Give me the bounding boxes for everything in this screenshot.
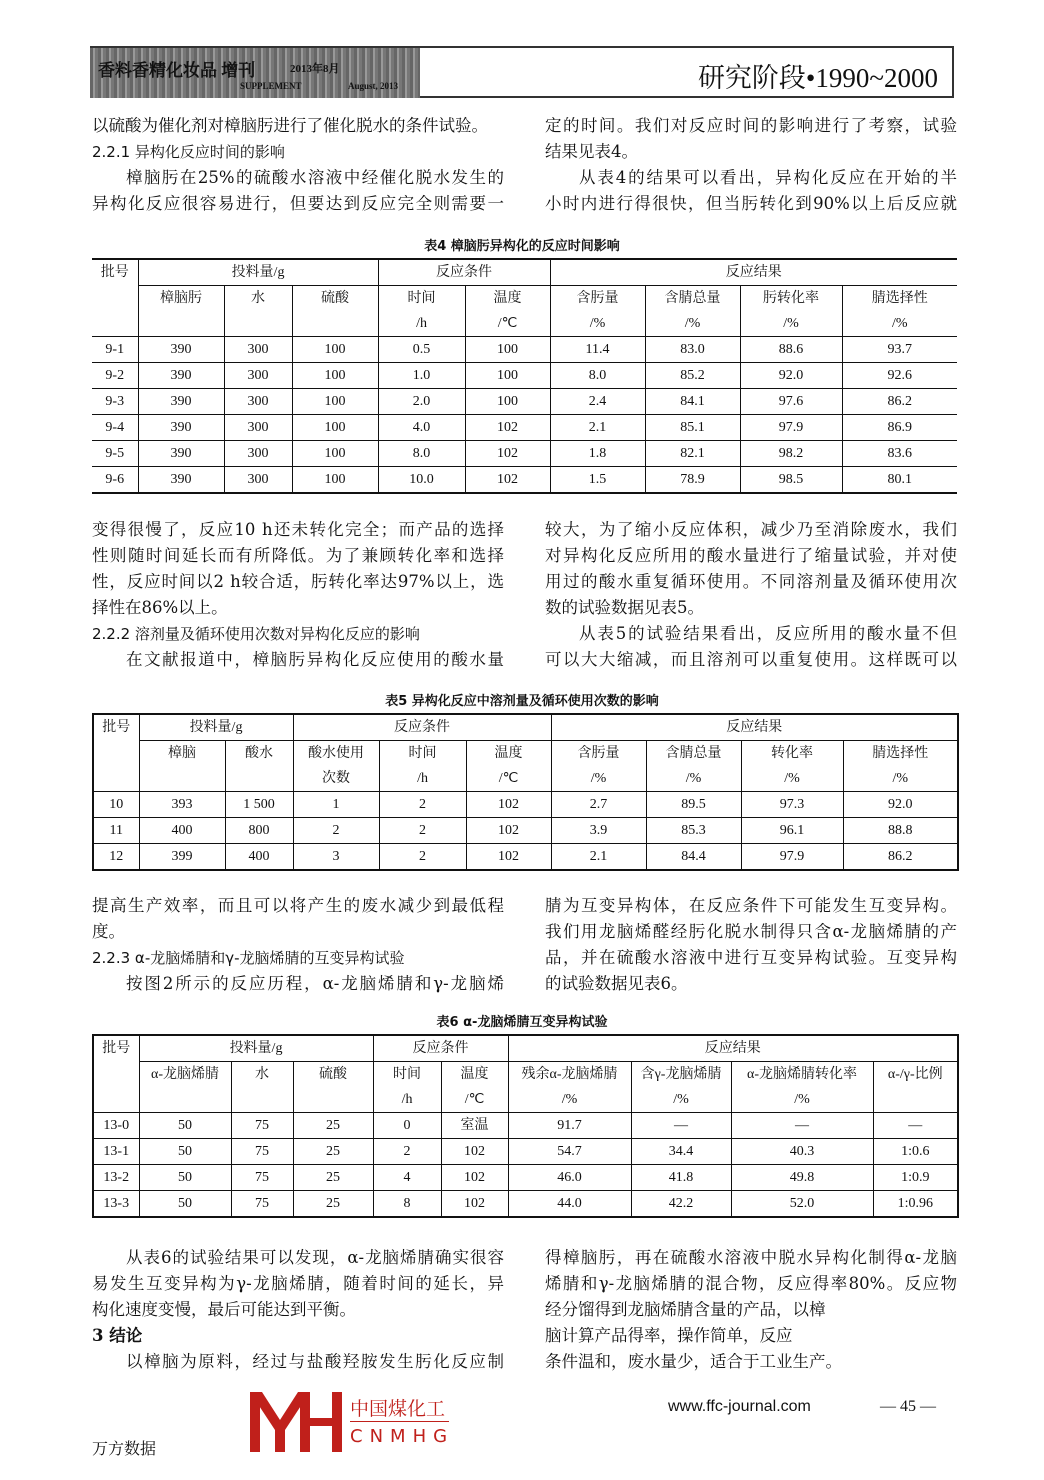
batch-number: 13-3 xyxy=(103,1196,130,1211)
table-row xyxy=(93,1165,958,1191)
text-column-right xyxy=(545,113,957,217)
header-cell: 硫酸 xyxy=(292,286,378,337)
table-cell: 8.0 xyxy=(378,441,465,467)
table-cell: 300 xyxy=(224,441,292,467)
table-cell: 86.2 xyxy=(843,844,958,871)
table-cell: 400 xyxy=(139,818,225,844)
header-cell: /% xyxy=(731,1087,873,1113)
table-row xyxy=(92,389,957,415)
table-cell: 102 xyxy=(465,467,550,494)
table-cell: 83.0 xyxy=(645,337,740,363)
text-line: 得樟脑肟，再在硫酸水溶液中脱水异构化制得α-龙脑 xyxy=(545,1248,957,1267)
header-cell: 时间 xyxy=(373,1062,441,1088)
table-cell: 800 xyxy=(225,818,293,844)
table-cell: 50 xyxy=(139,1139,231,1165)
header-cell: 肟转化率 xyxy=(740,286,842,312)
header-cell: 温度 xyxy=(465,286,550,312)
text-line: 性，反应时间以2 h较合适，肟转化率达97%以上，选 xyxy=(92,572,504,591)
batch-number: 13-2 xyxy=(93,1165,139,1191)
table-cell: 92.0 xyxy=(740,363,842,389)
table-cell: 102 xyxy=(465,415,550,441)
table-row xyxy=(92,363,957,389)
table-cell: 85.1 xyxy=(645,415,740,441)
text-line: 性则随时间延长而有所降低。为了兼顾转化率和选择 xyxy=(92,546,504,565)
batch-number: 9-2 xyxy=(92,363,138,389)
table-cell: 44.0 xyxy=(508,1191,631,1218)
text-column-left xyxy=(92,1245,504,1375)
table-cell: 102 xyxy=(441,1191,508,1218)
header-cell: /% xyxy=(842,311,957,337)
table-cell: 100 xyxy=(465,389,550,415)
table-cell: 42.2 xyxy=(631,1191,731,1218)
header-row xyxy=(93,1062,958,1088)
text-line: 以硫酸为催化剂对樟脑肟进行了催化脱水的条件试验。 xyxy=(92,116,488,135)
table-cell: 78.9 xyxy=(645,467,740,494)
table-cell: 75 xyxy=(231,1165,293,1191)
header-cell: 批号 xyxy=(92,259,138,337)
table-cell: — xyxy=(873,1113,958,1139)
header-cell: 时间 xyxy=(378,286,465,312)
table-cell: 2 xyxy=(379,792,466,818)
table-cell: 97.9 xyxy=(741,844,843,871)
table-cell: 100 xyxy=(465,363,550,389)
table-cell: 49.8 xyxy=(731,1165,873,1191)
table-cell: 102 xyxy=(441,1139,508,1165)
table-cell: 0.5 xyxy=(378,337,465,363)
section-title: 研究阶段•1990~2000 xyxy=(697,63,938,93)
table-cell: 97.9 xyxy=(740,415,842,441)
text-line: 择性在86%以上。 xyxy=(92,598,228,617)
table-cell: 102 xyxy=(465,441,550,467)
table4 xyxy=(92,258,957,494)
table-row xyxy=(93,1139,958,1165)
table-cell: 52.0 xyxy=(731,1191,873,1218)
header-cell: 酸水 xyxy=(225,741,293,792)
table-cell: 室温 xyxy=(441,1113,508,1139)
header-cell: /% xyxy=(508,1087,631,1113)
text-column-right xyxy=(545,893,957,997)
text-column-right xyxy=(545,1245,957,1375)
table-cell: 300 xyxy=(224,363,292,389)
table-cell: 2.1 xyxy=(550,415,645,441)
header-cell: 投料量/g xyxy=(139,714,293,741)
table-cell: 25 xyxy=(293,1139,373,1165)
table-cell: 88.6 xyxy=(740,337,842,363)
text-line: 腈为互变异构体，在反应条件下可能发生互变异构。 xyxy=(545,896,957,915)
table-cell: 300 xyxy=(224,415,292,441)
table5 xyxy=(92,713,959,871)
section-heading: 2.2.1 异构化反应时间的影响 xyxy=(92,143,285,161)
header-row xyxy=(93,1035,958,1062)
header-cell: 批号 xyxy=(93,714,139,792)
batch-number: 9-5 xyxy=(92,441,138,467)
table-cell: 92.0 xyxy=(843,792,958,818)
text-line: 易发生互变异构为γ-龙脑烯腈，随着时间的延长，异 xyxy=(92,1274,504,1293)
header-cell: α-龙脑烯腈 xyxy=(139,1062,231,1113)
table-cell: 75 xyxy=(231,1191,293,1218)
text-line: 在文献报道中，樟脑肟异构化反应使用的酸水量 xyxy=(126,650,504,669)
table-cell: 100 xyxy=(465,337,550,363)
table-cell: 1.8 xyxy=(550,441,645,467)
table4-caption: 表4 樟脑肟异构化的反应时间影响 xyxy=(424,239,620,254)
table-cell: 100 xyxy=(292,363,378,389)
header-cell: /% xyxy=(551,766,646,792)
table-cell: 10.0 xyxy=(378,467,465,494)
table-cell: 390 xyxy=(138,389,224,415)
table-cell: 2.7 xyxy=(551,792,646,818)
text-line: 用过的酸水重复循环使用。不同溶剂量及循环使用次 xyxy=(545,572,957,591)
header-cell: 硫酸 xyxy=(293,1062,373,1113)
header-cell: 反应结果 xyxy=(508,1035,958,1062)
table5-caption: 表5 异构化反应中溶剂量及循环使用次数的影响 xyxy=(385,694,659,709)
cnmhg-logo-icon xyxy=(250,1392,342,1452)
table-cell: 75 xyxy=(231,1139,293,1165)
header-cell: /℃ xyxy=(466,766,551,792)
header-cell: 反应结果 xyxy=(550,259,957,286)
table-row xyxy=(93,1191,958,1218)
issue-date-cn: 2013年8月 xyxy=(290,63,340,75)
table-row xyxy=(93,792,958,818)
header-cell: 转化率 xyxy=(741,741,843,767)
table-cell: 83.6 xyxy=(842,441,957,467)
table-cell: 1:0.96 xyxy=(873,1191,958,1218)
text-line: 经分馏得到龙脑烯腈含量的产品，以樟 xyxy=(545,1300,826,1319)
table-cell: 8.0 xyxy=(550,363,645,389)
header-cell: /% xyxy=(740,311,842,337)
table-cell: 2 xyxy=(373,1139,441,1165)
section-heading: 2.2.3 α-龙脑烯腈和γ-龙脑烯腈的互变异构试验 xyxy=(92,949,405,967)
table-cell: 2.1 xyxy=(551,844,646,871)
table-cell: 25 xyxy=(293,1113,373,1139)
text-line: 较大，为了缩小反应体积，减少乃至消除废水，我们 xyxy=(545,520,957,539)
page-number: — 45 — xyxy=(880,1398,936,1415)
table-cell: 399 xyxy=(139,844,225,871)
header-cell: 反应结果 xyxy=(551,714,958,741)
table-row xyxy=(93,1113,958,1139)
table-row xyxy=(92,337,957,363)
batch-number: 9-6 xyxy=(105,472,125,487)
header-cell: /% xyxy=(646,766,741,792)
header-row xyxy=(92,286,957,312)
text-line: 樟脑肟在25%的硫酸水溶液中经催化脱水发生的 xyxy=(126,168,504,187)
section-heading: 2.2.2 溶剂量及循环使用次数对异构化反应的影响 xyxy=(92,625,420,643)
header-cell: 反应条件 xyxy=(293,714,551,741)
batch-number: 9-3 xyxy=(92,389,138,415)
table-row xyxy=(92,415,957,441)
table-cell: 4.0 xyxy=(378,415,465,441)
table-cell: 3 xyxy=(293,844,379,871)
header-cell: /℃ xyxy=(465,311,550,337)
header-cell: /h xyxy=(373,1087,441,1113)
section-heading: 3 结论 xyxy=(92,1326,143,1345)
header-cell: 含腈总量 xyxy=(645,286,740,312)
table-cell: 97.3 xyxy=(741,792,843,818)
table-cell: 25 xyxy=(293,1191,373,1218)
table-cell: 102 xyxy=(441,1165,508,1191)
header-cell: 次数 xyxy=(293,766,379,792)
header-cell: 腈选择性 xyxy=(843,741,958,767)
table-cell: 1.5 xyxy=(550,467,645,494)
text-line: 小时内进行得很快，但当肟转化到90%以上后反应就 xyxy=(545,194,957,213)
table-cell: 102 xyxy=(466,844,551,871)
table-cell: 390 xyxy=(138,415,224,441)
header-cell: 反应条件 xyxy=(373,1035,508,1062)
journal-url[interactable]: www.ffc-journal.com xyxy=(668,1398,811,1415)
text-line: 构化速度变慢，最后可能达到平衡。 xyxy=(92,1300,356,1319)
text-line: 品，并在硫酸水溶液中进行互变异构试验。互变异构 xyxy=(545,948,957,967)
journal-header xyxy=(90,46,954,98)
table-cell: 100 xyxy=(292,389,378,415)
table-cell: 86.2 xyxy=(842,389,957,415)
text-line: 数的试验数据见表5。 xyxy=(545,598,704,617)
table-cell: 2.0 xyxy=(378,389,465,415)
table-cell: 85.2 xyxy=(645,363,740,389)
table-cell: 100 xyxy=(292,441,378,467)
header-cell: /% xyxy=(631,1087,731,1113)
header-cell: 酸水使用 xyxy=(293,741,379,767)
table-cell: 2.4 xyxy=(550,389,645,415)
table-cell: 102 xyxy=(466,792,551,818)
table-cell: 2 xyxy=(379,844,466,871)
header-cell: 水 xyxy=(224,286,292,337)
text-line: 按图2所示的反应历程，α-龙脑烯腈和γ-龙脑烯 xyxy=(126,974,504,993)
table-cell: 4 xyxy=(373,1165,441,1191)
watermark-cn: 中国煤化工 xyxy=(350,1394,449,1422)
table-cell: 1.0 xyxy=(378,363,465,389)
table-cell: 2 xyxy=(293,818,379,844)
text-line: 提高生产效率，而且可以将产生的废水减少到最低程 xyxy=(92,896,504,915)
table-cell: 390 xyxy=(138,441,224,467)
text-line: 以樟脑为原料，经过与盐酸羟胺发生肟化反应制 xyxy=(126,1352,504,1371)
table-cell: 34.4 xyxy=(631,1139,731,1165)
table-cell: 300 xyxy=(224,467,292,494)
text-line: 我们用龙脑烯醛经肟化脱水制得只含α-龙脑烯腈的产 xyxy=(545,922,957,941)
text-column-left xyxy=(92,517,504,673)
table-cell: 2 xyxy=(379,818,466,844)
header-cell: 水 xyxy=(231,1062,293,1113)
header-cell: 含肟量 xyxy=(551,741,646,767)
text-line: 对异构化反应所用的酸水量进行了缩量试验，并对使 xyxy=(545,546,957,565)
table-cell: 3.9 xyxy=(551,818,646,844)
table-cell: 91.7 xyxy=(508,1113,631,1139)
table-cell: 1 500 xyxy=(225,792,293,818)
table-cell: 40.3 xyxy=(731,1139,873,1165)
table-cell: 92.6 xyxy=(842,363,957,389)
watermark-en: CNMHG xyxy=(350,1426,455,1447)
table-cell: 100 xyxy=(292,467,378,494)
header-cell: 批号 xyxy=(93,1035,139,1113)
table-cell: 390 xyxy=(138,363,224,389)
table-cell: 25 xyxy=(293,1165,373,1191)
header-cell: /℃ xyxy=(441,1087,508,1113)
text-line: 从表6的试验结果可以发现，α-龙脑烯腈确实很容 xyxy=(126,1248,504,1267)
text-line: 从表5的试验结果看出，反应所用的酸水量不但 xyxy=(579,624,957,643)
header-cell: /% xyxy=(843,766,958,792)
batch-number: 13-1 xyxy=(93,1139,139,1165)
text-line: 条件温和，废水量少，适合于工业生产。 xyxy=(545,1352,842,1371)
table-cell: 390 xyxy=(138,337,224,363)
table6-caption: 表6 α-龙脑烯腈互变异构试验 xyxy=(436,1015,608,1030)
header-cell: 含肟量 xyxy=(550,286,645,312)
text-line: 定的时间。我们对反应时间的影响进行了考察，试验 xyxy=(545,116,957,135)
table-row xyxy=(93,818,958,844)
table-cell: 11.4 xyxy=(550,337,645,363)
text-line: 可以大大缩减，而且溶剂可以重复使用。这样既可以 xyxy=(545,650,957,669)
text-line: 从表4的结果可以看出，异构化反应在开始的半 xyxy=(579,168,957,187)
batch-number: 10 xyxy=(93,792,139,818)
table-cell: 54.7 xyxy=(508,1139,631,1165)
header-cell: 含腈总量 xyxy=(646,741,741,767)
table-cell: 98.5 xyxy=(740,467,842,494)
table-cell: 98.2 xyxy=(740,441,842,467)
batch-number: 13-0 xyxy=(93,1113,139,1139)
header-cell: 腈选择性 xyxy=(842,286,957,312)
header-cell: 含γ-龙脑烯腈 xyxy=(631,1062,731,1088)
table-cell: 97.6 xyxy=(740,389,842,415)
header-row xyxy=(92,259,957,286)
table-cell: — xyxy=(731,1113,873,1139)
text-line: 烯腈和γ-龙脑烯腈的混合物，反应得率80%。反应物 xyxy=(545,1274,957,1293)
table-cell: 96.1 xyxy=(741,818,843,844)
header-cell: 投料量/g xyxy=(139,1035,373,1062)
header-cell: 投料量/g xyxy=(138,259,378,286)
table-cell: 93.7 xyxy=(842,337,957,363)
table-row xyxy=(92,441,957,467)
table6 xyxy=(92,1034,959,1218)
header-cell: 温度 xyxy=(466,741,551,767)
text-line: 结果见表4。 xyxy=(545,142,638,161)
text-line: 变得很慢了，反应10 h还未转化完全；而产品的选择 xyxy=(92,520,504,539)
header-row xyxy=(93,741,958,767)
table-cell: 84.1 xyxy=(645,389,740,415)
table-cell: 0 xyxy=(373,1113,441,1139)
table-cell: 84.4 xyxy=(646,844,741,871)
table-cell: 100 xyxy=(292,415,378,441)
header-cell: /% xyxy=(645,311,740,337)
table-cell: 400 xyxy=(225,844,293,871)
header-cell: 反应条件 xyxy=(378,259,550,286)
text-column-left xyxy=(92,893,504,997)
table-cell: 86.9 xyxy=(842,415,957,441)
text-line: 脑计算产品得率，操作简单，反应 xyxy=(545,1326,793,1345)
table-cell: — xyxy=(631,1113,731,1139)
table-cell: 46.0 xyxy=(508,1165,631,1191)
header-cell: /% xyxy=(550,311,645,337)
batch-number: 11 xyxy=(93,818,139,844)
table-cell: 50 xyxy=(139,1191,231,1218)
table-cell: 80.1 xyxy=(842,467,957,494)
table-cell: 1:0.6 xyxy=(873,1139,958,1165)
table-cell: 8 xyxy=(373,1191,441,1218)
header-row xyxy=(93,714,958,741)
source-label: 万方数据 xyxy=(92,1439,157,1458)
batch-number: 12 xyxy=(109,849,124,864)
journal-name-en: SUPPLEMENT xyxy=(240,81,302,91)
table-cell: 300 xyxy=(224,337,292,363)
batch-number: 9-4 xyxy=(92,415,138,441)
table-cell: 390 xyxy=(138,467,224,494)
text-line: 度。 xyxy=(92,922,125,941)
header-cell: 时间 xyxy=(379,741,466,767)
header-cell: /h xyxy=(378,311,465,337)
header-cell: α-/γ-比例 xyxy=(873,1062,958,1113)
table-row xyxy=(92,467,957,494)
header-cell: 温度 xyxy=(441,1062,508,1088)
table-cell: 75 xyxy=(231,1113,293,1139)
table-cell: 1 xyxy=(293,792,379,818)
table-cell: 50 xyxy=(139,1113,231,1139)
table-cell: 82.1 xyxy=(645,441,740,467)
text-column-right xyxy=(545,517,957,673)
text-line: 异构化反应很容易进行，但要达到反应完全则需要一 xyxy=(92,194,504,213)
table-cell: 89.5 xyxy=(646,792,741,818)
table-cell: 100 xyxy=(292,337,378,363)
header-cell: /% xyxy=(741,766,843,792)
table-cell: 393 xyxy=(139,792,225,818)
table-row xyxy=(93,844,958,871)
text-column-left xyxy=(92,113,504,217)
journal-masthead xyxy=(90,48,420,98)
table-cell: 88.8 xyxy=(843,818,958,844)
batch-number: 9-1 xyxy=(92,337,138,363)
table-cell: 50 xyxy=(139,1165,231,1191)
text-line: 的试验数据见表6。 xyxy=(545,974,688,993)
header-cell: α-龙脑烯腈转化率 xyxy=(731,1062,873,1088)
header-cell: 樟脑 xyxy=(139,741,225,792)
table-cell: 300 xyxy=(224,389,292,415)
issue-date-en: August, 2013 xyxy=(348,81,399,91)
table-cell: 1:0.9 xyxy=(873,1165,958,1191)
table-cell: 102 xyxy=(466,818,551,844)
watermark xyxy=(250,1392,570,1452)
header-cell: 残余α-龙脑烯腈 xyxy=(508,1062,631,1088)
table-cell: 41.8 xyxy=(631,1165,731,1191)
header-cell: 樟脑肟 xyxy=(138,286,224,337)
journal-name: 香料香精化妆品 增刊 xyxy=(98,61,256,80)
header-cell: /h xyxy=(379,766,466,792)
table-cell: 85.3 xyxy=(646,818,741,844)
